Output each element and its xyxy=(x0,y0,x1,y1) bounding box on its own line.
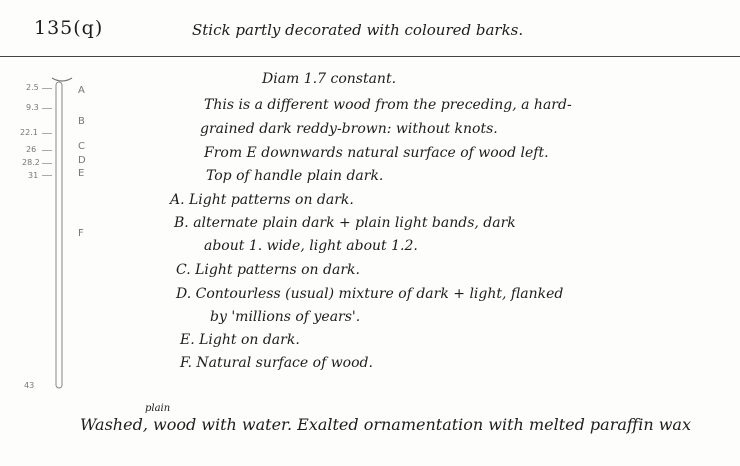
scale-label: 22.1 xyxy=(20,128,38,137)
section-letter: F xyxy=(78,228,84,239)
scale-label: 26 xyxy=(26,145,37,154)
stick-diagram xyxy=(0,60,110,400)
catalogue-number: 135(q) xyxy=(34,17,104,39)
note-line: by 'millions of years'. xyxy=(210,309,361,325)
scale-tick xyxy=(42,133,52,134)
header-rule xyxy=(0,56,740,57)
note-line: grained dark reddy-brown: without knots. xyxy=(200,121,498,137)
section-letter: B xyxy=(78,116,85,127)
footer-note: Washed, wood with water. Exalted ornamentation with melted paraffin wax xyxy=(80,415,691,434)
stick-handle xyxy=(52,78,72,81)
scale-label: 43 xyxy=(24,381,35,390)
note-line: B. alternate plain dark + plain light bands, dark xyxy=(174,215,516,231)
scale-tick xyxy=(42,163,52,164)
note-line: From E downwards natural surface of wood left. xyxy=(204,145,549,161)
scale-tick xyxy=(42,88,52,89)
scale-label: 31 xyxy=(28,171,39,180)
scale-tick xyxy=(42,150,52,151)
scale-label: 2.5 xyxy=(26,83,39,92)
scale-label: 28.2 xyxy=(22,158,40,167)
note-line: D. Contourless (usual) mixture of dark + light, flanked xyxy=(176,286,564,302)
diameter-note: Diam 1.7 constant. xyxy=(262,71,397,87)
section-letter: E xyxy=(78,168,85,179)
note-line: about 1. wide, light about 1.2. xyxy=(204,238,418,254)
section-letter: A xyxy=(78,85,85,96)
section-letter: C xyxy=(78,141,85,152)
scale-tick xyxy=(42,108,52,109)
note-line: This is a different wood from the preceding, a hard- xyxy=(204,97,572,113)
note-line: A. Light patterns on dark. xyxy=(170,192,354,208)
scale-tick xyxy=(42,175,52,176)
note-line: Top of handle plain dark. xyxy=(206,168,384,184)
note-line: C. Light patterns on dark. xyxy=(176,262,360,278)
stick-shaft xyxy=(56,82,62,388)
footer-insertion: plain xyxy=(145,403,171,414)
scale-label: 9.3 xyxy=(26,103,39,112)
note-line: E. Light on dark. xyxy=(180,332,300,348)
section-letter: D xyxy=(78,155,86,166)
note-line: F. Natural surface of wood. xyxy=(180,355,373,371)
card-title: Stick partly decorated with coloured barks. xyxy=(192,21,524,39)
